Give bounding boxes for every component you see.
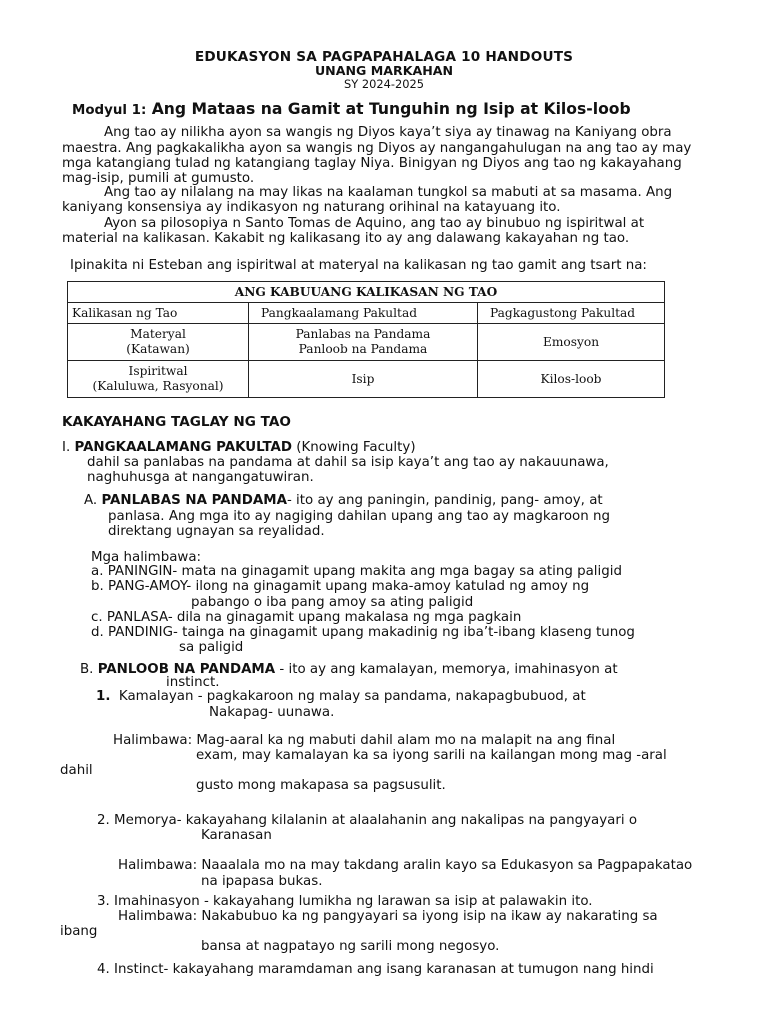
- inner-sense-cont: Karanasan: [201, 828, 272, 843]
- table-cell: Isip: [249, 361, 478, 398]
- subsection-a-line: panlasa. Ang mga ito ay nagiging dahilan upang ang tao ay magkaroon ng: [108, 509, 610, 524]
- quarter-label: UNANG MARKAHAN: [314, 63, 454, 78]
- faculty-heading: I. PANGKAALAMANG PAKULTAD (Knowing Faculty): [62, 440, 416, 455]
- module-heading: [72, 99, 631, 121]
- intro-line: Ang tao ay nilikha ayon sa wangis ng Diyos kaya’t siya ay tinawag na Kaniyang obra: [104, 125, 672, 140]
- intro-line: mga katangiang tulad ng katangiang taglay Niya. Binigyan ng Diyos ang tao ng kakayahang: [62, 156, 682, 171]
- column-header: Pagkagustong Pakultad: [478, 303, 665, 324]
- example-text: na ipapasa bukas.: [201, 874, 323, 889]
- module-title: Ang Mataas na Gamit at Tunguhin ng Isip at Kilos-loob: [151, 100, 631, 118]
- table-cell: Kilos-loob: [478, 361, 665, 398]
- subsection-b-line: instinct.: [166, 675, 220, 690]
- subsection-a-heading: A. PANLABAS NA PANDAMA- ito ay ang paningin, pandinig, pang- amoy, at: [84, 493, 603, 508]
- table-cell: Materyal (Katawan): [68, 324, 249, 361]
- table-row: [68, 324, 665, 361]
- inner-sense-item: 2. Memorya- kakayahang kilalanin at alaalahanin ang nakalipas na pangyayari o: [97, 813, 638, 828]
- intro-line: maestra. Ang pagkakalikha ayon sa wangis ng Diyos ay nangangahulugan na ang tao ay may: [62, 141, 692, 156]
- table-cell: Emosyon: [478, 324, 665, 361]
- subsection-a-line: direktang ugnayan sa reyalidad.: [108, 524, 325, 539]
- example-item: c. PANLASA- dila na ginagamit upang makalasa ng mga pagkain: [91, 610, 522, 625]
- nature-of-man-table: [67, 281, 665, 398]
- example-text: Halimbawa: Naaalala mo na may takdang aralin kayo sa Edukasyon sa Pagpapakatao: [118, 858, 693, 873]
- example-text: Halimbawa: Mag-aaral ka ng mabuti dahil alam mo na malapit na ang final: [113, 733, 616, 748]
- example-text: gusto mong makapasa sa pagsusulit.: [196, 778, 446, 793]
- module-prefix: Modyul 1:: [72, 103, 147, 118]
- example-text: exam, may kamalayan ka sa iyong sarili na kailangan mong mag -aral: [196, 748, 667, 763]
- example-text: bansa at nagpatayo ng sarili mong negosyo.: [201, 939, 500, 954]
- example-item: a. PANINGIN- mata na ginagamit upang makita ang mga bagay sa ating paligid: [91, 564, 622, 579]
- inner-sense-item: 3. Imahinasyon - kakayahang lumikha ng larawan sa isip at palawakin ito.: [97, 894, 593, 909]
- intro-line: mag-isip, pumili at gumusto.: [62, 171, 255, 186]
- example-item: sa paligid: [179, 640, 244, 655]
- table-cell: Panlabas na Pandama Panloob na Pandama: [249, 324, 478, 361]
- examples-label: Mga halimbawa:: [91, 550, 202, 565]
- chart-intro: Ipinakita ni Esteban ang ispiritwal at materyal na kalikasan ng tao gamit ang tsart na:: [70, 258, 647, 273]
- faculty-line: dahil sa panlabas na pandama at dahil sa isip kaya’t ang tao ay nakauunawa,: [87, 455, 609, 470]
- intro-line: Ang tao ay nilalang na may likas na kaalaman tungkol sa mabuti at sa masama. Ang: [104, 185, 673, 200]
- intro-line: kaniyang konsensiya ay indikasyon ng naturang orihinal na katayuang ito.: [62, 200, 561, 215]
- faculty-line: naghuhusga at nangangatuwiran.: [87, 470, 314, 485]
- table-title: ANG KABUUANG KALIKASAN NG TAO: [68, 282, 665, 303]
- table-row: [68, 361, 665, 398]
- table-cell: Ispiritwal (Kaluluwa, Rasyonal): [68, 361, 249, 398]
- column-header: Pangkaalamang Pakultad: [249, 303, 478, 324]
- example-item: pabango o iba pang amoy sa ating paligid: [191, 595, 474, 610]
- example-item: b. PANG-AMOY- ilong na ginagamit upang maka-amoy katulad ng amoy ng: [91, 579, 590, 594]
- inner-sense-item: 4. Instinct- kakayahang maramdaman ang isang karanasan at tumugon nang hindi: [97, 962, 654, 977]
- handout-title: EDUKASYON SA PAGPAPAHALAGA 10 HANDOUTS: [194, 49, 574, 65]
- table-header-row: [68, 303, 665, 324]
- example-text: dahil: [60, 763, 93, 778]
- intro-line: material na kalikasan. Kakabit ng kalikasang ito ay ang dalawang kakayahan ng tao.: [62, 231, 630, 246]
- section-title: KAKAYAHANG TAGLAY NG TAO: [62, 414, 291, 430]
- column-header: Kalikasan ng Tao: [68, 303, 249, 324]
- intro-line: Ayon sa pilosopiya n Santo Tomas de Aquino, ang tao ay binubuo ng ispiritwal at: [104, 216, 645, 231]
- example-text: Halimbawa: Nakabubuo ka ng pangyayari sa iyong isip na ikaw ay nakarating sa: [118, 909, 658, 924]
- example-text: ibang: [60, 924, 98, 939]
- example-item: d. PANDINIG- tainga na ginagamit upang makadinig ng iba’t-ibang klaseng tunog: [91, 625, 635, 640]
- inner-sense-item: 1. Kamalayan - pagkakaroon ng malay sa pandama, nakapagbubuod, at: [96, 689, 586, 704]
- subsection-b-heading: B. PANLOOB NA PANDAMA - ito ay ang kamalayan, memorya, imahinasyon at: [80, 662, 618, 677]
- school-year: SY 2024-2025: [344, 77, 424, 91]
- inner-sense-cont: Nakapag- uunawa.: [209, 705, 335, 720]
